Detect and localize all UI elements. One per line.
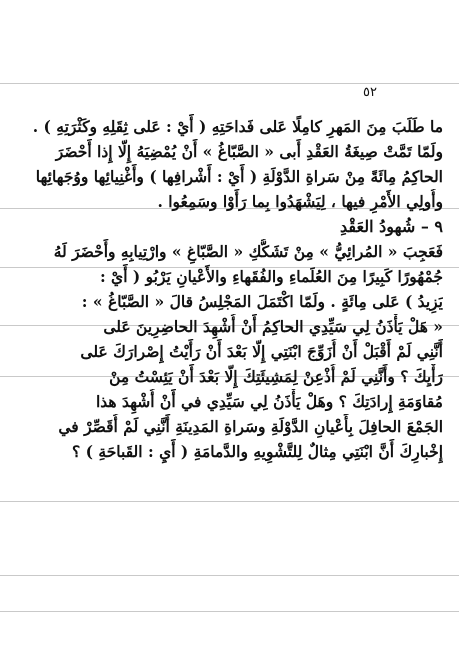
text-line: الحاكِمُ مِائَةً مِنْ سَراةِ الدَّوْلَةِ ( أَيْ : أَشْرافِها ) وأَغْنِيائِها ووُجَهائِها <box>35 167 443 186</box>
text-line: رَأْيِكَ ؟ وأَنَّنِي لَمْ أُذْعِنْ لِمَشِيئَتِكَ إِلّا بَعْدَ أَنْ يَئِسْتُ مِنْ <box>109 367 443 386</box>
text-line: « هَلْ يَأْذَنُ لِي سَيِّدِي الحاكِمُ أَنْ أُشْهِدَ الحاضِرِينَ عَلى <box>103 317 443 336</box>
text-line: وأُولِي الأَمْرِ فيها ، لِيَشْهَدُوا بِما رَأَوْا وسَمِعُوا . <box>157 192 443 211</box>
scan-rule-8 <box>0 611 459 612</box>
text-line: إِخْبارِكَ أَنَّ ابْنَتِي مِثالٌ لِلتَّشْوِيهِ والدَّمامَةِ ( أَيِ : القَباحَةِ ) ؟ <box>72 442 443 461</box>
text-line: الجَمْعَ الحافِلَ بِأَعْيانِ الدَّوْلَةِ وسَراةِ المَدِينَةِ أَنَّنِي لَمْ أُقَصِّرْ في <box>58 417 443 436</box>
text-line: يَزِيدُ ) عَلى مِائَةٍ . ولَمّا اكْتَمَلَ المَجْلِسُ قالَ « الصَّبّاغُ » : <box>81 292 443 311</box>
text-line: أَنَّنِي لَمْ أَقْبَلْ أَنْ أُزَوِّجَ ابْنَتِي إِلّا بَعْدَ أَنْ رَأَيْتُ إِصْرارَكَ عَلى <box>80 342 443 361</box>
scan-rule-6 <box>0 501 459 502</box>
text-line: مُقاوَمَةِ إِرادَتِكَ ؟ وهَلْ يَأْذَنُ لِي سَيِّدِي في أَنْ أُشْهِدَ هذا <box>95 392 443 411</box>
text-line: ما طَلَبَ مِنَ المَهرِ كامِلًا عَلى فَداحَتِهِ ( أَيْ : عَلى ثِقَلِهِ وكَثْرَتِهِ ) . <box>32 117 443 136</box>
text-line: جُمْهُورًا كَبِيرًا مِنَ العُلَماءِ والفُقَهاءِ والأَعْيانِ يَرْبُو ( أَيْ : <box>99 267 443 286</box>
text-line: ولَمّا تَمَّتْ صِيغَةُ العَقْدِ أَبى « الصَّبّاغُ » أَنْ يُمْضِيَهُ إِلّا إِذا أَحْضَرَ <box>55 142 443 161</box>
text-line: فَعَجِبَ « المُرائِيُّ » مِنْ تَشَكُّكِ « الصَّبّاغِ » وارْتِيابِهِ وأَحْضَرَ لَهُ <box>53 242 443 261</box>
scan-rule-7 <box>0 575 459 576</box>
scan-rule-1 <box>0 83 459 84</box>
section-heading: ٩ – شُهودُ العَقْدِ <box>339 217 443 236</box>
page-body <box>16 114 443 464</box>
page-number: ٥٢ <box>363 85 377 100</box>
